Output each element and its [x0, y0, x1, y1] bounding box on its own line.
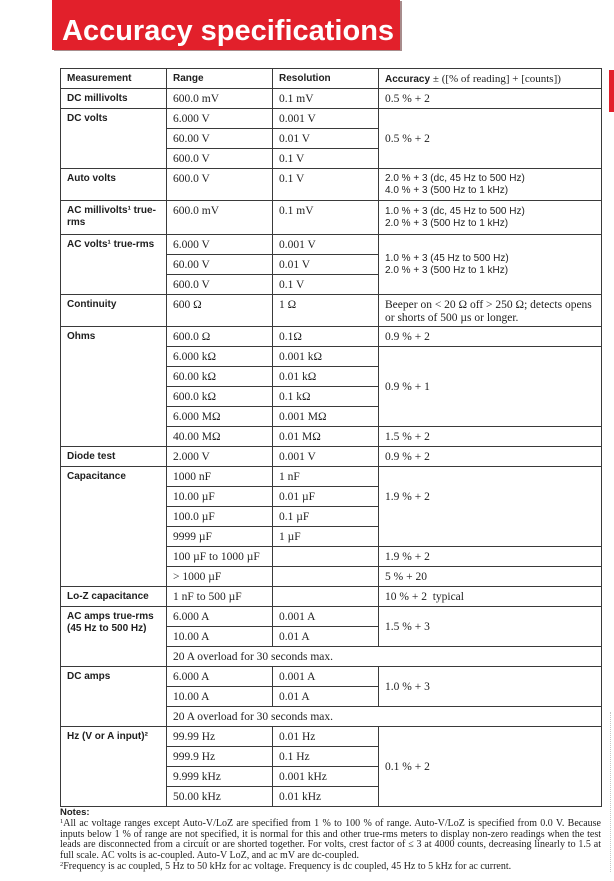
- range-cell: 6.000 MΩ: [167, 407, 273, 427]
- measurement-diode-test: Diode test: [61, 447, 167, 467]
- resolution-cell: 0.1 mV: [273, 89, 379, 109]
- resolution-cell: 0.001 MΩ: [273, 407, 379, 427]
- range-cell: 50.00 kHz: [167, 787, 273, 807]
- accuracy-line: 2.0 % + 3 (500 Hz to 1 kHz): [385, 217, 509, 229]
- header-resolution: Resolution: [273, 69, 379, 89]
- resolution-cell-empty: [273, 547, 379, 567]
- resolution-cell: 1 Ω: [273, 295, 379, 327]
- page-edge-tab: [609, 70, 614, 112]
- range-cell: 60.00 V: [167, 255, 273, 275]
- measurement-ohms: Ohms: [61, 327, 167, 447]
- range-cell: > 1000 µF: [167, 567, 273, 587]
- measurement-frequency: Hz (V or A input)²: [61, 727, 167, 807]
- range-cell: 6.000 V: [167, 235, 273, 255]
- accuracy-cell: [379, 201, 602, 235]
- table-row: [61, 89, 602, 109]
- table-row: [61, 607, 602, 627]
- range-cell: 2.000 V: [167, 447, 273, 467]
- resolution-cell: 0.01 A: [273, 627, 379, 647]
- resolution-cell: 0.01 MΩ: [273, 427, 379, 447]
- accuracy-cell: [379, 169, 602, 201]
- table-row: [61, 295, 602, 327]
- resolution-cell-empty: [273, 567, 379, 587]
- accuracy-line: 2.0 % + 3 (500 Hz to 1 kHz): [385, 264, 509, 276]
- overload-note: 20 A overload for 30 seconds max.: [167, 707, 602, 727]
- page-edge-marks: [610, 712, 611, 872]
- resolution-cell: 0.1 V: [273, 169, 379, 201]
- range-cell: 40.00 MΩ: [167, 427, 273, 447]
- accuracy-cell: 1.9 % + 2: [379, 467, 602, 547]
- table-row: [61, 667, 602, 687]
- range-cell: 600.0 mV: [167, 201, 273, 235]
- footnotes-heading: Notes:: [60, 807, 90, 818]
- table-row: [61, 169, 602, 201]
- accuracy-cell: 0.1 % + 2: [379, 727, 602, 807]
- range-cell: 600 Ω: [167, 295, 273, 327]
- accuracy-cell: 10 % + 2 typical: [379, 587, 602, 607]
- range-cell: 600.0 mV: [167, 89, 273, 109]
- resolution-cell: 0.01 Hz: [273, 727, 379, 747]
- measurement-capacitance: Capacitance: [61, 467, 167, 587]
- header-accuracy: [379, 69, 602, 89]
- footnote-2: [60, 862, 601, 873]
- accuracy-cell: [379, 235, 602, 295]
- accuracy-cell: 1.5 % + 2: [379, 427, 602, 447]
- range-cell: 600.0 V: [167, 169, 273, 201]
- range-cell: 60.00 V: [167, 129, 273, 149]
- resolution-cell: 0.1 kΩ: [273, 387, 379, 407]
- resolution-cell: 0.001 A: [273, 667, 379, 687]
- measurement-dc-volts: DC volts: [61, 109, 167, 169]
- measurement-ac-volts: AC volts¹ true-rms: [61, 235, 167, 295]
- table-row: [61, 447, 602, 467]
- table-row: [61, 201, 602, 235]
- resolution-cell: 0.1 mV: [273, 201, 379, 235]
- range-cell: 6.000 A: [167, 667, 273, 687]
- resolution-cell: 0.01 V: [273, 255, 379, 275]
- resolution-cell: 0.1 µF: [273, 507, 379, 527]
- resolution-cell: 0.001 V: [273, 109, 379, 129]
- header-accuracy-detail: ± ([% of reading] + [counts]): [432, 73, 561, 85]
- range-cell: 6.000 A: [167, 607, 273, 627]
- footnote-1: [60, 819, 601, 862]
- resolution-cell: 0.001 kΩ: [273, 347, 379, 367]
- resolution-cell: 0.01 µF: [273, 487, 379, 507]
- range-cell: 10.00 µF: [167, 487, 273, 507]
- range-cell: 10.00 A: [167, 687, 273, 707]
- table-row: [61, 727, 602, 747]
- resolution-cell-empty: [273, 587, 379, 607]
- accuracy-cell: 0.5 % + 2: [379, 89, 602, 109]
- resolution-cell: 0.001 V: [273, 447, 379, 467]
- range-cell: 1000 nF: [167, 467, 273, 487]
- range-cell: 6.000 V: [167, 109, 273, 129]
- range-cell: 6.000 kΩ: [167, 347, 273, 367]
- range-cell: 600.0 kΩ: [167, 387, 273, 407]
- resolution-cell: 0.001 kHz: [273, 767, 379, 787]
- resolution-cell: 0.001 A: [273, 607, 379, 627]
- resolution-cell: 0.01 kΩ: [273, 367, 379, 387]
- range-cell: 10.00 A: [167, 627, 273, 647]
- footnote-marker: 1: [60, 817, 64, 825]
- measurement-dc-millivolts: DC millivolts: [61, 89, 167, 109]
- accuracy-cell: 0.5 % + 2: [379, 109, 602, 169]
- range-cell: 100.0 µF: [167, 507, 273, 527]
- header-range: Range: [167, 69, 273, 89]
- accuracy-line: 1.0 % + 3 (dc, 45 Hz to 500 Hz): [385, 205, 525, 217]
- range-cell: 600.0 V: [167, 149, 273, 169]
- page-title: Accuracy specifications: [62, 15, 395, 47]
- range-cell: 999.9 Hz: [167, 747, 273, 767]
- accuracy-line: 1.0 % + 3 (45 Hz to 500 Hz): [385, 252, 509, 264]
- accuracy-cell: 1.5 % + 3: [379, 607, 602, 647]
- measurement-auto-volts: Auto volts: [61, 169, 167, 201]
- footnote-marker: 2: [60, 860, 64, 868]
- header-accuracy-label: Accuracy: [385, 74, 431, 85]
- resolution-cell: 0.1Ω: [273, 327, 379, 347]
- accuracy-cell: Beeper on < 20 Ω off > 250 Ω; detects opens or shorts of 500 µs or longer.: [379, 295, 602, 327]
- range-cell: 600.0 V: [167, 275, 273, 295]
- range-cell: 9999 µF: [167, 527, 273, 547]
- table-row: [61, 587, 602, 607]
- accuracy-line: 2.0 % + 3 (dc, 45 Hz to 500 Hz): [385, 172, 525, 184]
- footnotes: [60, 808, 601, 873]
- measurement-ac-millivolts: AC millivolts¹ true-rms: [61, 201, 167, 235]
- range-cell: 600.0 Ω: [167, 327, 273, 347]
- measurement-continuity: Continuity: [61, 295, 167, 327]
- resolution-cell: 1 µF: [273, 527, 379, 547]
- range-cell: 99.99 Hz: [167, 727, 273, 747]
- table-row: [61, 467, 602, 487]
- table-row: [61, 109, 602, 129]
- resolution-cell: 0.01 V: [273, 129, 379, 149]
- accuracy-cell: 5 % + 20: [379, 567, 602, 587]
- header-measurement: Measurement: [61, 69, 167, 89]
- accuracy-cell: 0.9 % + 1: [379, 347, 602, 427]
- table-header-row: [61, 69, 602, 89]
- measurement-dc-amps: DC amps: [61, 667, 167, 727]
- resolution-cell: 0.1 V: [273, 275, 379, 295]
- accuracy-cell: 1.0 % + 3: [379, 667, 602, 707]
- title-banner: [52, 0, 400, 50]
- overload-note: 20 A overload for 30 seconds max.: [167, 647, 602, 667]
- accuracy-spec-table: [60, 68, 602, 807]
- resolution-cell: 0.001 V: [273, 235, 379, 255]
- accuracy-cell: 0.9 % + 2: [379, 327, 602, 347]
- footnote-text: All ac voltage ranges except Auto-V/LoZ are specified from 1 % to 100 % of range. Auto-V/LoZ is specified from 0.0 V. Because inputs below 1 % of range are not specified, it is normal for this and other true-rms meters to display non-zero readings when the test leads are disconnected from a circuit or are shorted together. For volts, crest factor of ≤ 3 at 4000 counts, decreasing linearly to 1.5 at full scale. AC volts is ac-coupled. Auto-V LoZ, and ac mV are dc-coupled.: [60, 817, 601, 862]
- accuracy-cell: 1.9 % + 2: [379, 547, 602, 567]
- resolution-cell: 0.01 A: [273, 687, 379, 707]
- range-cell: 60.00 kΩ: [167, 367, 273, 387]
- measurement-ac-amps: AC amps true-rms (45 Hz to 500 Hz): [61, 607, 167, 667]
- range-cell: 9.999 kHz: [167, 767, 273, 787]
- resolution-cell: 0.01 kHz: [273, 787, 379, 807]
- resolution-cell: 0.1 Hz: [273, 747, 379, 767]
- accuracy-cell: 0.9 % + 2: [379, 447, 602, 467]
- measurement-lo-z-capacitance: Lo-Z capacitance: [61, 587, 167, 607]
- range-cell: 1 nF to 500 µF: [167, 587, 273, 607]
- range-cell: 100 µF to 1000 µF: [167, 547, 273, 567]
- table-row: [61, 327, 602, 347]
- resolution-cell: 0.1 V: [273, 149, 379, 169]
- table-row: [61, 235, 602, 255]
- accuracy-line: 4.0 % + 3 (500 Hz to 1 kHz): [385, 184, 509, 196]
- footnote-text: Frequency is ac coupled, 5 Hz to 50 kHz for ac voltage. Frequency is dc coupled, 45 Hz to 5 kHz for ac current.: [63, 860, 512, 872]
- resolution-cell: 1 nF: [273, 467, 379, 487]
